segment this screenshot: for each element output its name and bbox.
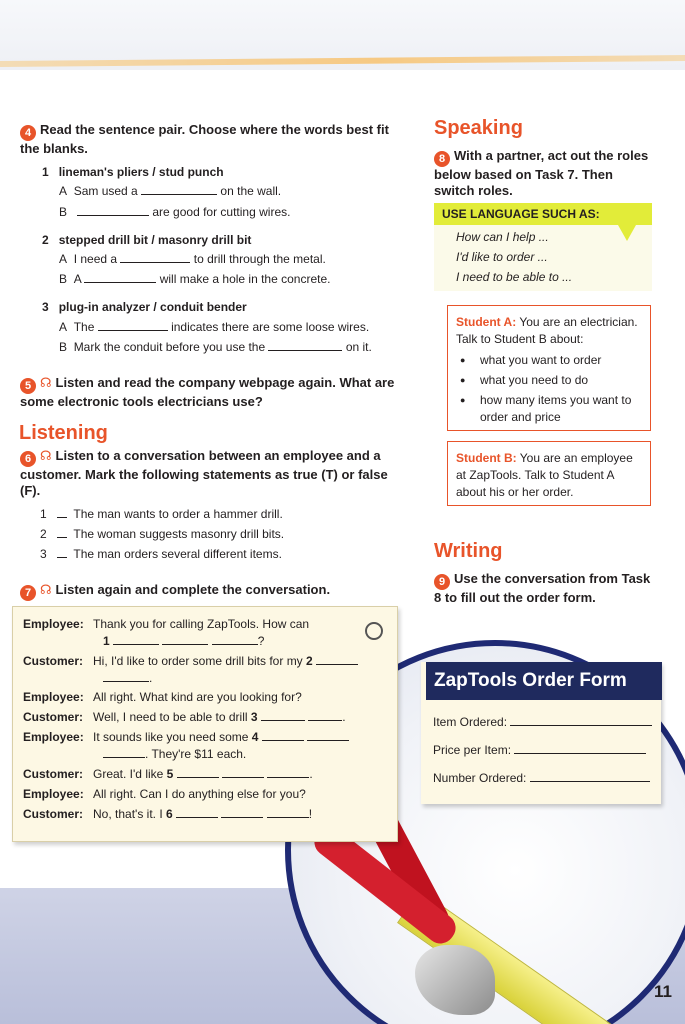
task5-instruction: 5 ☊ Listen and read the company webpage again. What are some electronic tools electricians use? xyxy=(20,375,395,409)
fill-blank[interactable] xyxy=(113,635,159,645)
language-phrase: How can I help ... xyxy=(456,230,549,244)
fill-blank[interactable] xyxy=(177,768,219,778)
fill-blank[interactable] xyxy=(268,341,342,351)
headphones-icon: ☊ xyxy=(40,582,52,597)
task-number-badge: 6 xyxy=(20,451,36,467)
task4-item-3a: A The indicates there are some loose wires. xyxy=(59,320,370,334)
task4-item-1a: A Sam used a on the wall. xyxy=(59,184,282,198)
headphones-icon: ☊ xyxy=(40,448,52,463)
fill-blank[interactable] xyxy=(162,635,208,645)
task4-item-2b: B A will make a hole in the concrete. xyxy=(59,272,331,286)
fill-blank[interactable] xyxy=(212,635,258,645)
conversation-card: Employee: Thank you for calling ZapTools. How can 1 ? Customer: Hi, I'd like to order some drill bits for my 2 . Employee: All right. What kind are you looking for? Customer: Well, I need to be able to drill 3 . Employee: It sounds like you need some 4 . They're $11 each. Customer: Great. I'd like 5 . Employee: All right. Can I do anything else for you? Customer: No, that's it. I 6 ! xyxy=(12,606,398,842)
task4-item-1b: B are good for cutting wires. xyxy=(59,205,291,219)
headphones-icon: ☊ xyxy=(40,375,52,390)
task-number-badge: 8 xyxy=(434,151,450,167)
language-box-pointer xyxy=(618,225,636,241)
fill-blank[interactable] xyxy=(77,206,149,216)
task4-item-2-pair: 2 stepped drill bit / masonry drill bit xyxy=(42,233,252,247)
task9-instruction: 9 Use the conversation from Task 8 to fill out the order form. xyxy=(434,571,651,605)
language-box-header: USE LANGUAGE SUCH AS: xyxy=(434,203,652,225)
fill-blank[interactable] xyxy=(267,808,309,818)
task4-item-1-pair: 1 lineman's pliers / stud punch xyxy=(42,165,224,179)
order-form-title: ZapTools Order Form xyxy=(426,662,662,700)
task8-instruction: 8 With a partner, act out the roles below based on Task 7. Then switch roles. xyxy=(434,148,649,198)
fill-blank[interactable] xyxy=(308,711,342,721)
statement-row: 2 The woman suggests masonry drill bits. xyxy=(40,527,285,541)
task-number-badge: 7 xyxy=(20,585,36,601)
task4-item-2a: A I need a to drill through the metal. xyxy=(59,252,326,266)
fill-blank[interactable] xyxy=(316,655,358,665)
student-a-card: Student A: You are an electrician. Talk to Student B about: ● what you want to order ● what you need to do ● how many items you want to order and price xyxy=(447,305,651,431)
statement-row: 3 The man orders several different items. xyxy=(40,547,282,561)
fill-blank[interactable] xyxy=(261,711,305,721)
language-phrase: I'd like to order ... xyxy=(456,250,548,264)
true-false-blank[interactable] xyxy=(57,509,67,518)
order-form-field: Number Ordered: xyxy=(433,771,650,785)
fill-blank[interactable] xyxy=(141,185,217,195)
fill-blank[interactable] xyxy=(262,731,304,741)
fill-blank[interactable] xyxy=(307,731,349,741)
student-a-bullet: ● how many items you want to order and price xyxy=(456,392,642,426)
fill-blank[interactable] xyxy=(267,768,309,778)
task-number-badge: 5 xyxy=(20,378,36,394)
student-b-card: Student B: You are an employee at ZapTools. Talk to Student A about his or her order. xyxy=(447,441,651,506)
item-ordered-input[interactable] xyxy=(510,716,652,726)
task6-instruction: 6 ☊ Listen to a conversation between an employee and a customer. Mark the following statements as true (T) or false (F). xyxy=(20,448,388,498)
paper-clip-icon xyxy=(365,622,383,640)
task-number-badge: 9 xyxy=(434,574,450,590)
true-false-blank[interactable] xyxy=(57,549,67,558)
fill-blank[interactable] xyxy=(103,672,149,682)
statement-row: 1 The man wants to order a hammer drill. xyxy=(40,507,283,521)
fill-blank[interactable] xyxy=(98,321,168,331)
fill-blank[interactable] xyxy=(120,253,190,263)
price-per-item-input[interactable] xyxy=(514,744,646,754)
fill-blank[interactable] xyxy=(84,273,156,283)
speaking-heading: Speaking xyxy=(434,117,523,139)
order-form-field: Price per Item: xyxy=(433,743,646,757)
writing-heading: Writing xyxy=(434,540,503,562)
language-phrase: I need to be able to ... xyxy=(456,270,573,284)
task4-instruction: 4 Read the sentence pair. Choose where the words best fit the blanks. xyxy=(20,122,389,156)
student-a-bullet: ● what you need to do xyxy=(456,372,642,389)
task-number-badge: 4 xyxy=(20,125,36,141)
task4-item-3-pair: 3 plug-in analyzer / conduit bender xyxy=(42,300,247,314)
fill-blank[interactable] xyxy=(176,808,218,818)
page-number: 11 xyxy=(654,982,672,1001)
fill-blank[interactable] xyxy=(222,768,264,778)
order-form-field: Item Ordered: xyxy=(433,715,652,729)
student-a-bullet: ● what you want to order xyxy=(456,352,642,369)
task7-instruction: 7 ☊ Listen again and complete the conversation. xyxy=(20,582,400,601)
fill-blank[interactable] xyxy=(221,808,263,818)
listening-heading: Listening xyxy=(19,422,108,444)
true-false-blank[interactable] xyxy=(57,529,67,538)
fill-blank[interactable] xyxy=(103,748,145,758)
number-ordered-input[interactable] xyxy=(530,772,650,782)
task4-item-3b: B Mark the conduit before you use the on it. xyxy=(59,340,372,354)
